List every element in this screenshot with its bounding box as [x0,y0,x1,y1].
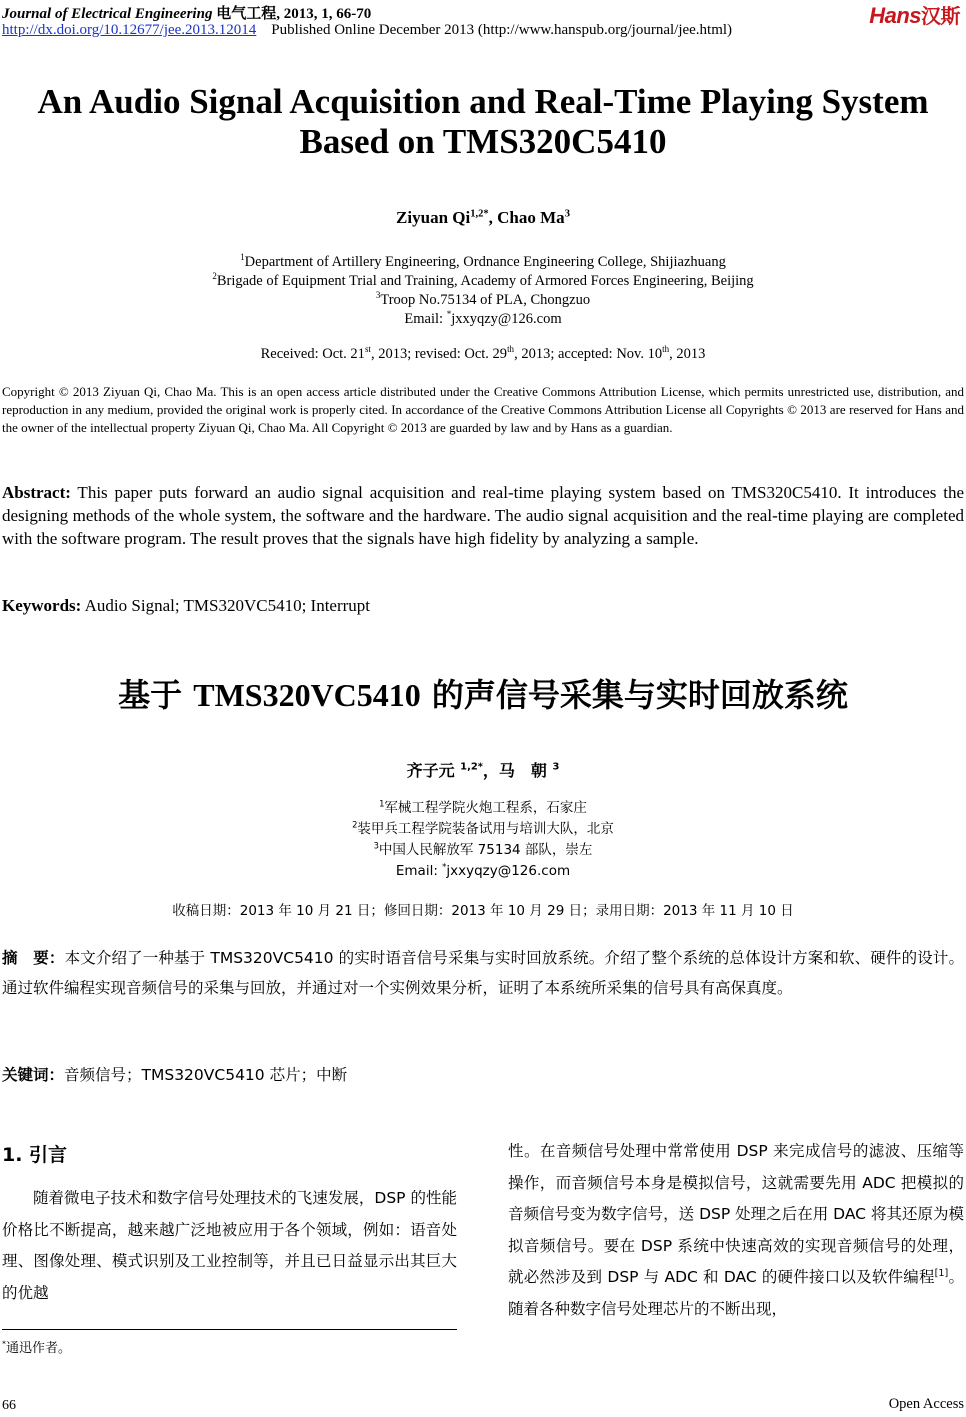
cn-email-line [0,861,966,882]
logo-latin: Hans [869,3,921,28]
cn-author-list [0,758,966,781]
affiliation-2-text: Brigade of Equipment Trial and Training, Academy of Armored Forces Engineering, Beijing [216,273,754,289]
cn-received-dates: 收稿日期：2013 年 10 月 21 日；修回日期：2013 年 10 月 29 日；录用日期：2013 年 11 月 10 日 [172,903,794,919]
affiliation-2 [0,272,966,291]
journal-header [2,2,371,23]
affiliation-2-sup: 2 [212,271,217,282]
cn-author-2-sup: 3 [552,761,560,773]
author-2: , Chao Ma [488,208,565,227]
author-1: Ziyuan Qi [396,208,471,227]
cn-author-1: 齐子元 [406,761,455,780]
keywords-label: Keywords: [2,596,82,615]
page-number: 66 [2,1398,16,1413]
cn-email-prefix: Email: [395,863,443,879]
affiliation-1-sup: 1 [240,252,245,263]
open-access-label: Open Access [888,1396,964,1412]
cn-affiliation-3-text: 中国人民解放军 75134 部队，崇左 [378,842,593,858]
cn-affiliation-1 [0,798,966,819]
affiliation-1 [0,253,966,272]
email-address: jxxyqzy@126.com [451,311,562,327]
cn-affiliation-2-sup: 2 [352,819,358,830]
cn-affiliation-1-sup: 1 [379,798,385,809]
body-left-column: 随着微电子技术和数字信号处理技术的飞速发展，DSP 的性能价格比不断提高，越来越广泛地被应用于各个领域，例如：语音处理、图像处理、模式识别及工业控制等，并且已日益显示出其巨大的优越 [2,1189,457,1302]
abstract-label: Abstract: [2,483,71,502]
title-line-2: Based on TMS320C5410 [299,122,667,161]
affiliation-3-text: Troop No.75134 of PLA, Chongzuo [380,292,591,308]
body-right-text-2: 。随着各种数字信号处理芯片的不断出现， [508,1268,964,1318]
journal-name: Journal of Electrical Engineering [2,6,213,22]
abstract-text: This paper puts forward an audio signal acquisition and real-time playing system based on TMS320C5410. It introduces the designing methods of the whole system, the software and the hardware. The audio signal acquisition and the real-time playing are completed with the software program. The result proves that the signals have high fidelity by analyzing a sample. [2,483,964,548]
cn-keywords [2,1063,347,1085]
email-line [0,310,966,329]
cn-abstract [2,943,964,1003]
section-heading: 1. 引言 [2,1144,68,1166]
citation-ref[interactable]: [1] [934,1267,949,1279]
email-prefix: Email: [404,311,447,327]
cn-keywords-label: 关键词： [2,1066,65,1084]
cn-abstract-label: 摘 要： [2,949,65,967]
logo-cn: 汉斯 [921,4,960,28]
cn-title-post: 的声信号采集与实时回放系统 [420,676,848,714]
received-sup-3: th [662,344,670,355]
paper-title [0,82,966,162]
received-dates [0,346,966,363]
received-part-4: , 2013 [669,346,706,362]
email-sup: * [446,309,452,320]
footnote-sup: * [2,1339,7,1349]
footnote [2,1337,71,1356]
cn-email-sup: * [442,861,447,872]
doi-line [2,22,732,39]
cn-affiliation-1-text: 军械工程学院火炮工程系，石家庄 [384,800,587,816]
copyright-notice: Copyright © 2013 Ziyuan Qi, Chao Ma. This is an open access article distributed under the Creative Commons Attribution License, which permits unrestricted use, distribution, and reproduction in any medium, provided the original work is properly cited. In accordance of the Creative Commons Attribution License all Copyrights © 2013 are reserved for Hans and the owner of the intellectual property Ziyuan Qi, Chao Ma. All Copyright © 2013 are guarded by law and by Hans as a guardian. [2,384,964,435]
author-1-sup: 1,2* [470,208,489,220]
keywords-text: Audio Signal; TMS320VC5410; Interrupt [81,596,371,615]
footnote-divider [2,1329,457,1330]
doi-link[interactable]: http://dx.doi.org/10.12677/jee.2013.12014 [2,22,257,38]
keywords [2,596,370,616]
received-sup-2: th [507,344,515,355]
cn-keywords-text: 音频信号；TMS320VC5410 芯片；中断 [64,1066,348,1084]
author-2-sup: 3 [564,208,570,220]
cn-affiliation-3 [0,840,966,861]
cn-affiliation-2 [0,819,966,840]
cn-email-address: jxxyqzy@126.com [446,863,571,879]
cn-title-pre: 基于 [118,676,194,714]
title-line-1: An Audio Signal Acquisition and Real-Time Playing System [37,82,929,121]
journal-name-cn: 电气工程 [216,6,277,22]
footnote-text: 通迅作者。 [6,1341,72,1356]
body-right-text-1: 性。在音频信号处理中常常使用 DSP 来完成信号的滤波、压缩等操作，而音频信号本身是模拟信号，这就需要先用 ADC 把模拟的音频信号变为数字信号，送 DSP 处理之后在用 DAC 将其还原为模拟音频信号。要在 DSP 系统中快速高效的实现音频信号的处理，就必然涉及到 DSP 与 ADC 和 DAC 的硬件接口以及软件编程 [508,1142,964,1286]
cn-author-2: ，马 朝 [482,761,547,780]
received-part-2: , 2013; revised: Oct. 29 [370,346,508,362]
cn-affiliation-3-sup: 3 [373,840,379,851]
body-right-column [508,1136,964,1325]
cn-affiliation-2-text: 装甲兵工程学院装备试用与培训大队，北京 [357,821,614,837]
received-sup-1: st [364,344,371,355]
cn-abstract-text: 本文介绍了一种基于 TMS320VC5410 的实时语音信号采集与实时回放系统。介绍了整个系统的总体设计方案和软、硬件的设计。通过软件编程实现音频信号的采集与回放，并通过对一个实例效果分析，证明了本系统所采集的信号具有高保真度。 [2,949,964,997]
abstract [2,481,964,550]
published-online: Published Online December 2013 (http://www.hanspub.org/journal/jee.html) [271,22,733,38]
affiliation-3 [0,291,966,310]
journal-issue: , 2013, 1, 66-70 [276,6,372,22]
hans-logo [869,0,960,29]
cn-title-latin: TMS320VC5410 [193,677,421,713]
received-part-3: , 2013; accepted: Nov. 10 [514,346,663,362]
received-part-1: Received: Oct. 21 [260,346,365,362]
cn-author-1-sup: 1,2* [460,761,483,773]
cn-title [0,670,966,716]
author-list [0,208,966,228]
affiliation-1-text: Department of Artillery Engineering, Ordnance Engineering College, Shijiazhuang [244,254,726,270]
affiliation-3-sup: 3 [375,290,381,301]
